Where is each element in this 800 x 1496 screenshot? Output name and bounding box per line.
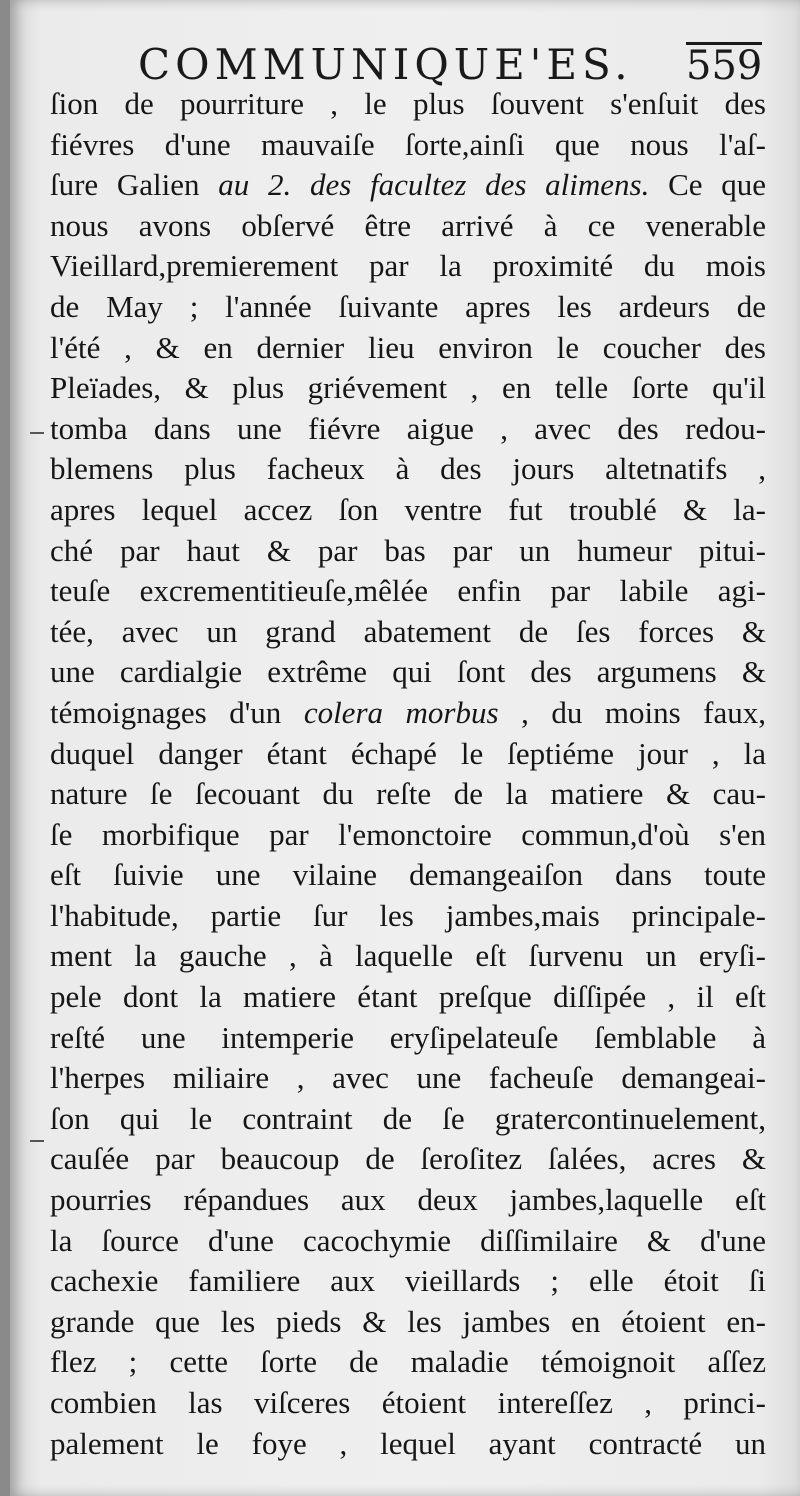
text-line	[50, 409, 766, 450]
text-segment: pele dont la matiere étant preſque diſſipée , il eſt	[50, 979, 766, 1015]
text-segment: l'été , & en dernier lieu environ le coucher des	[50, 329, 766, 365]
text-segment: témoignages d'un	[50, 694, 304, 730]
margin-mark	[30, 1140, 44, 1142]
page-header	[10, 40, 800, 90]
text-segment: cauſée par beaucoup de ſeroſitez ſalées, acres &	[50, 1141, 766, 1177]
text-line	[50, 896, 766, 937]
italic-text: colera morbus	[303, 694, 499, 730]
text-line	[50, 1342, 766, 1383]
text-line	[50, 328, 766, 369]
text-segment: ment la gauche , à laquelle eſt ſurvenu un eryſi-	[50, 938, 766, 974]
text-line	[50, 815, 766, 856]
text-segment: Ce que	[649, 167, 766, 203]
text-segment: tomba dans une fiévre aigue , avec des redou-	[50, 410, 766, 446]
text-segment: une cardialgie extrême qui ſont des argumens &	[50, 654, 766, 690]
text-segment: reſté une intemperie eryſipelateuſe ſemblable à	[50, 1019, 766, 1055]
text-segment: de May ; l'année ſuivante apres les ardeurs de	[50, 288, 766, 324]
text-line	[50, 612, 766, 653]
text-line	[50, 693, 766, 734]
italic-text: au 2. des facultez des alimens.	[218, 167, 650, 203]
text-line	[50, 1424, 766, 1465]
text-segment: fiévres d'une mauvaiſe ſorte,ainſi que nous l'aſ-	[50, 126, 766, 162]
text-line	[50, 652, 766, 693]
book-page	[10, 0, 800, 1496]
text-segment: la ſource d'une cacochymie diſſimilaire & d'une	[50, 1222, 766, 1258]
margin-mark	[30, 432, 44, 434]
text-line	[50, 449, 766, 490]
text-segment: cachexie familiere aux vieillards ; elle étoit ſi	[50, 1263, 766, 1299]
text-segment: tée, avec un grand abatement de ſes forces &	[50, 613, 766, 649]
text-segment: palement le foye , lequel ayant contracté un	[50, 1425, 766, 1461]
text-segment: eſt ſuivie une vilaine demangeaiſon dans toute	[50, 857, 766, 893]
text-line	[50, 855, 766, 896]
running-title: COMMUNIQUE'ES.	[138, 40, 633, 89]
text-line	[50, 1383, 766, 1424]
text-segment: combien las viſceres étoient intereſſez , princi-	[50, 1385, 766, 1420]
text-segment: ché par haut & par bas par un humeur pitui-	[50, 532, 766, 568]
text-line	[50, 206, 766, 247]
text-segment: l'habitude, partie ſur les jambes,mais principale-	[50, 897, 766, 933]
text-line	[50, 531, 766, 572]
text-segment: duquel danger étant échapé le ſeptiéme jour , la	[50, 735, 766, 771]
text-line	[50, 571, 766, 612]
text-segment: blemens plus facheux à des jours altetnatifs ,	[50, 451, 766, 487]
text-segment: nature ſe ſecouant du reſte de la matiere & cau-	[50, 776, 766, 812]
text-line	[50, 1058, 766, 1099]
body-text	[50, 84, 766, 1464]
text-segment: pourries répandues aux deux jambes,laquelle eſt	[50, 1182, 766, 1218]
text-line	[50, 84, 766, 125]
text-segment: , du moins faux,	[498, 694, 766, 730]
text-line	[50, 936, 766, 977]
text-line	[50, 1180, 766, 1221]
text-line	[50, 287, 766, 328]
text-segment: flez ; cette ſorte de maladie témoignoit aſſez	[50, 1344, 766, 1380]
text-segment: ſe morbifique par l'emonctoire commun,d'où s'en	[50, 816, 766, 852]
text-segment: ſon qui le contraint de ſe gratercontinuelement,	[50, 1100, 766, 1136]
text-line	[50, 977, 766, 1018]
text-line	[50, 125, 766, 166]
text-line	[50, 1261, 766, 1302]
text-line	[50, 490, 766, 531]
text-segment: Vieillard,premierement par la proximité du mois	[50, 248, 766, 284]
text-line	[50, 734, 766, 775]
text-line	[50, 774, 766, 815]
text-segment: Pleïades, & plus griévement , en telle ſorte qu'il	[50, 370, 766, 406]
text-segment: ſure Galien	[50, 167, 219, 203]
text-line	[50, 1221, 766, 1262]
text-line	[50, 1018, 766, 1059]
text-segment: teuſe excrementitieuſe,mêlée enfin par labile agi-	[50, 573, 766, 609]
text-line	[50, 1302, 766, 1343]
text-segment: apres lequel accez ſon ventre fut troublé & la-	[50, 491, 766, 527]
text-line	[50, 368, 766, 409]
text-segment: nous avons obſervé être arrivé à ce venerable	[50, 207, 766, 243]
text-segment: ſion de pourriture , le plus ſouvent s'enſuit des	[50, 86, 766, 121]
text-line	[50, 165, 766, 206]
page-number: 559	[686, 43, 763, 89]
text-line	[50, 1139, 766, 1180]
text-segment: grande que les pieds & les jambes en étoient en-	[50, 1303, 766, 1339]
text-segment: l'herpes miliaire , avec une facheuſe demangeai-	[50, 1060, 766, 1096]
text-line	[50, 1099, 766, 1140]
text-line	[50, 246, 766, 287]
